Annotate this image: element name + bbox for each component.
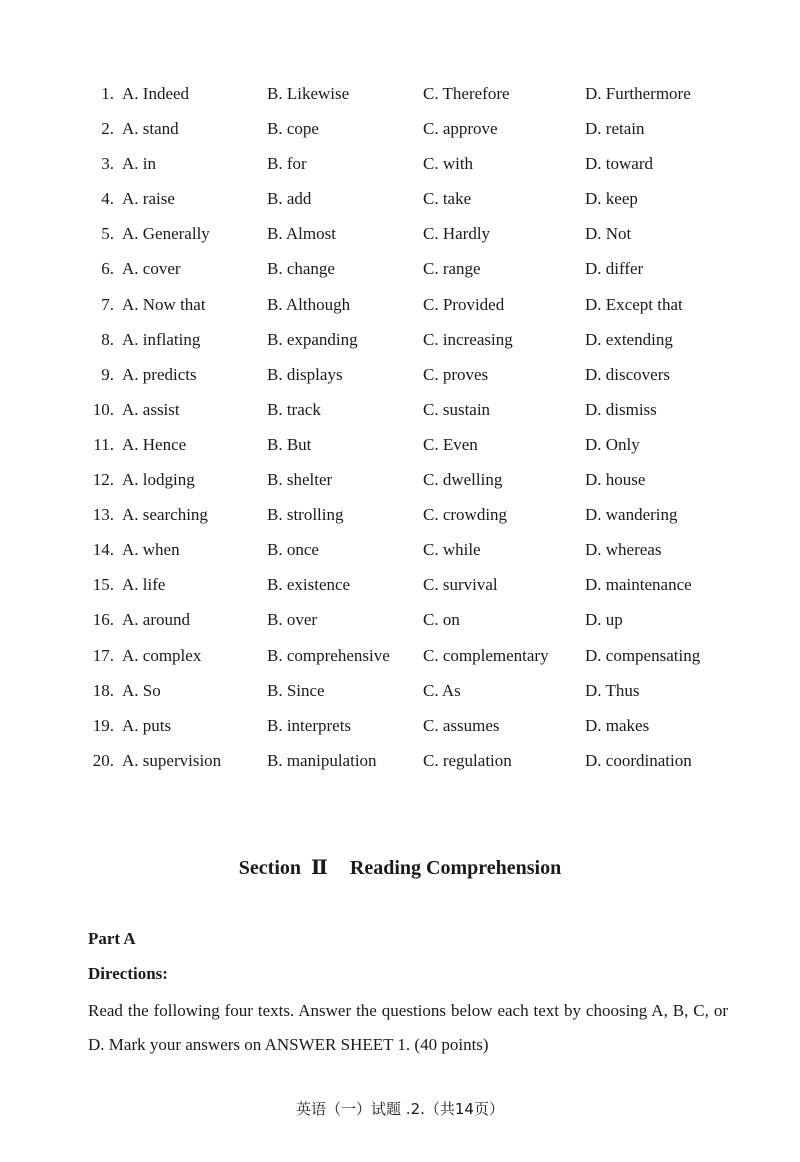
option-d: D. up <box>585 610 623 630</box>
question-row <box>0 567 800 602</box>
question-number: 16. <box>92 610 114 630</box>
option-a: A. around <box>122 610 190 630</box>
question-number: 19. <box>92 715 114 735</box>
question-row <box>0 76 800 111</box>
option-b: B. interprets <box>267 715 352 735</box>
option-b: B. existence <box>267 575 351 595</box>
option-a: A. when <box>122 540 180 560</box>
option-a: A. Hence <box>122 434 187 454</box>
option-d: D. Thus <box>585 680 640 700</box>
question-row <box>0 322 800 357</box>
question-row <box>0 673 800 708</box>
question-number: 13. <box>92 505 114 525</box>
option-a: A. Indeed <box>122 84 190 103</box>
question-number: 14. <box>92 540 114 560</box>
option-b: B. expanding <box>267 329 358 349</box>
question-row <box>0 216 800 251</box>
question-row <box>0 251 800 286</box>
option-a: A. inflating <box>122 329 201 349</box>
option-d: D. wandering <box>585 505 678 525</box>
option-d: D. Furthermore <box>585 84 691 103</box>
option-a: A. cover <box>122 259 181 279</box>
question-number: 3. <box>101 154 114 174</box>
section-title: Reading Comprehension <box>349 857 562 879</box>
option-c: C. As <box>423 680 461 700</box>
option-b: B. But <box>267 434 312 454</box>
question-row <box>0 146 800 181</box>
question-row <box>0 181 800 216</box>
option-b: B. Likewise <box>267 84 350 103</box>
option-c: C. take <box>423 189 472 209</box>
option-c: C. assumes <box>423 715 500 735</box>
option-a: A. life <box>122 575 166 595</box>
question-number: 11. <box>93 434 114 454</box>
option-d: D. whereas <box>585 540 662 560</box>
option-c: C. survival <box>423 575 498 595</box>
option-a: A. Now that <box>122 294 206 314</box>
question-number: 1. <box>101 84 114 103</box>
option-b: B. Almost <box>267 224 336 244</box>
question-number: 7. <box>101 294 114 314</box>
option-c: C. Provided <box>423 294 505 314</box>
question-row <box>0 427 800 462</box>
option-c: C. proves <box>423 364 489 384</box>
option-b: B. shelter <box>267 470 333 490</box>
option-b: B. for <box>267 154 307 174</box>
option-d: D. retain <box>585 119 645 139</box>
option-b: B. strolling <box>267 505 344 525</box>
option-b: B. track <box>267 399 321 419</box>
option-c: C. on <box>423 610 460 630</box>
option-a: A. puts <box>122 715 172 735</box>
question-number: 20. <box>92 750 114 770</box>
option-a: A. So <box>122 680 161 700</box>
option-b: B. once <box>267 540 319 560</box>
option-a: A. raise <box>122 189 175 209</box>
option-c: C. approve <box>423 119 498 139</box>
question-number: 9. <box>101 364 114 384</box>
question-number: 17. <box>92 645 114 665</box>
option-d: D. makes <box>585 715 650 735</box>
option-d: D. Except that <box>585 294 683 314</box>
option-c: C. Hardly <box>423 224 491 244</box>
question-number: 10. <box>92 399 114 419</box>
option-a: A. Generally <box>122 224 210 244</box>
option-c: C. crowding <box>423 505 508 525</box>
option-c: C. while <box>423 540 481 560</box>
question-row <box>0 287 800 322</box>
question-number: 5. <box>101 224 114 244</box>
option-c: C. Even <box>423 434 478 454</box>
question-number: 15. <box>92 575 114 595</box>
option-d: D. keep <box>585 189 638 209</box>
option-d: D. discovers <box>585 364 670 384</box>
question-number: 4. <box>101 189 114 209</box>
option-b: B. add <box>267 189 312 209</box>
option-d: D. compensating <box>585 645 701 665</box>
option-a: A. complex <box>122 645 202 665</box>
question-row <box>0 532 800 567</box>
section-label: Section <box>238 857 302 879</box>
section-number: Ⅱ <box>311 857 328 879</box>
option-a: A. supervision <box>122 750 222 770</box>
question-number: 2. <box>101 119 114 139</box>
directions-label: Directions: <box>88 964 168 983</box>
option-b: B. Since <box>267 680 325 700</box>
option-d: D. Only <box>585 434 640 454</box>
option-b: B. over <box>267 610 318 630</box>
option-c: C. with <box>423 154 474 174</box>
question-number: 6. <box>101 259 114 279</box>
question-row <box>0 638 800 673</box>
option-c: C. regulation <box>423 750 512 770</box>
question-row <box>0 111 800 146</box>
option-b: B. Although <box>267 294 351 314</box>
question-row <box>0 708 800 743</box>
option-c: C. complementary <box>423 645 549 665</box>
page-footer: 英语（一）试题 .2.（共14页） <box>296 1100 504 1118</box>
option-b: B. displays <box>267 364 343 384</box>
question-number: 12. <box>92 470 114 490</box>
option-c: C. Therefore <box>423 84 510 103</box>
part-label: Part A <box>88 929 136 948</box>
option-a: A. in <box>122 154 156 174</box>
option-b: B. change <box>267 259 335 279</box>
option-d: D. maintenance <box>585 575 692 595</box>
option-a: A. lodging <box>122 470 195 490</box>
section-heading <box>0 853 800 883</box>
option-d: D. house <box>585 470 646 490</box>
option-a: A. searching <box>122 505 208 525</box>
option-b: B. manipulation <box>267 750 377 770</box>
option-a: A. predicts <box>122 364 197 384</box>
option-b: B. cope <box>267 119 319 139</box>
option-c: C. increasing <box>423 329 513 349</box>
option-d: D. toward <box>585 154 653 174</box>
question-row <box>0 497 800 532</box>
question-row <box>0 743 800 778</box>
question-row <box>0 462 800 497</box>
option-a: A. stand <box>122 119 179 139</box>
option-d: D. Not <box>585 224 632 244</box>
option-d: D. dismiss <box>585 399 657 419</box>
question-row <box>0 392 800 427</box>
question-row <box>0 357 800 392</box>
option-d: D. differ <box>585 259 644 279</box>
question-row <box>0 602 800 637</box>
option-c: C. range <box>423 259 481 279</box>
question-number: 8. <box>101 329 114 349</box>
question-number: 18. <box>92 680 114 700</box>
option-c: C. dwelling <box>423 470 503 490</box>
option-c: C. sustain <box>423 399 491 419</box>
question-list <box>0 76 800 778</box>
option-b: B. comprehensive <box>267 645 390 665</box>
option-d: D. coordination <box>585 750 692 770</box>
option-d: D. extending <box>585 329 673 349</box>
option-a: A. assist <box>122 399 180 419</box>
directions-text: Read the following four texts. Answer the questions below each text by choosing A, B, C, or D. Mark your answers on ANSWER SHEET 1. (40 points) <box>88 1001 728 1054</box>
